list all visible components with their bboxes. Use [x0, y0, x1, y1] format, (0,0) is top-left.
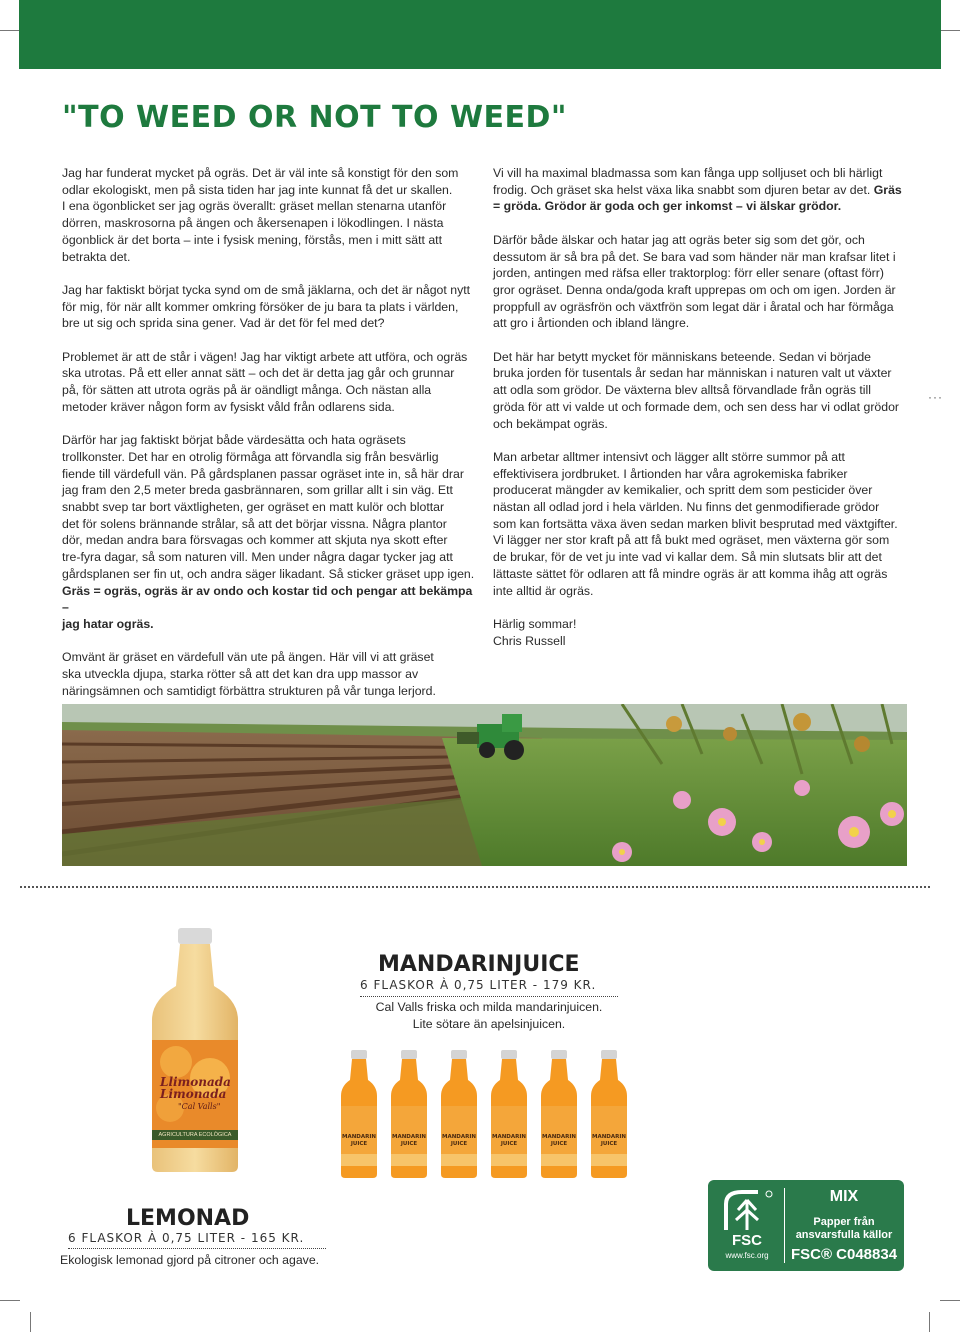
- article-paragraph: Därför både älskar och hatar jag att ogräs beter sig som det gör, och dessutom är så bra på det. Se bara vad som händer när man krafsar litet i jorden, antingen med räfsa eller traktorplog: förr eller senare (oftast förr) gror ogräset. Denna onda/goda kraft upprepas om och om igen. Jorden är proppfull av ogräsfrön och växtfrön som legat där i åratal och har förmåga att gro i årtionden och ibland längre.: [493, 232, 896, 331]
- fsc-license-code: FSC® C048834: [790, 1246, 898, 1263]
- article-paragraph: Därför har jag faktiskt börjat både värdesätta och hata ogräsets trollkonster. Det har en otrolig förmåga att förvandla sig från besvärlig fiende till värdefull vän. På gårdsplanen passar ogräset inte in, så här drar jag fram den 2,5 meter breda gasbrännaren, som grillar allt i sin väg. Ett snabbt svep tar bort växtligheten, ger ogräset en matt kulör och blottar det för solens brännande strålar, så att det börjar vissna. Några plantor dör, medan andra bara försvagas och kommer att skjuta nya skott efter tre-fyra dagar, så som naturen vill. Men under några dagar tycker jag att gårdsplanen ser fin ut, och andra säger likadant. Så sticker gräset upp igen.: [62, 433, 475, 581]
- lemonade-label-brand: "Cal Valls": [178, 1102, 221, 1111]
- crop-mark: [940, 1300, 960, 1301]
- article-headline: "TO WEED OR NOT TO WEED": [62, 100, 568, 135]
- article-bold-statement: [62, 583, 476, 633]
- fsc-mix-label: MIX: [829, 1188, 859, 1205]
- article-signoff: Härlig sommar! Chris Russell: [493, 616, 577, 648]
- article-paragraph: Man arbetar alltmer intensivt och lägger allt större summor på att effektivisera jordbruket. I årtionden har våra agrokemiska fabriker producerat mängder av kemikalier, och spritt dem som pesticider över nästan all odlad jord i hela världen. Nu finns det genmodifierade grödor som kan fortsätta växa även sedan marken blivit besprutad med växtgifter. Vi lägger ner stor kraft på att få bukt med ogräset, men växterna gör som de brukar, för de vet ju inte vad vi kallar dem. Så min slutsats blir att det lättaste sättet för odlaren att få mindre ogräs är att komma ihåg att ogräs inte alltid är ogräs.: [493, 449, 898, 598]
- mandarin-title: MANDARINJUICE: [378, 952, 580, 977]
- mandarin-bottle: [540, 1050, 578, 1178]
- mandarin-bottle-label: MANDARIN JUICE: [541, 1134, 577, 1147]
- lemonade-bottle: [150, 928, 240, 1172]
- fsc-divider: [784, 1188, 785, 1263]
- lemonade-description: Ekologisk lemonad gjord på citroner och agave.: [60, 1253, 320, 1267]
- bold-text: Gräs = ogräs, ogräs är av ondo och kostar tid och pengar att bekämpa – jag hatar ogräs.: [62, 583, 473, 631]
- mandarin-bottle: [440, 1050, 478, 1178]
- lemonade-label-title: Llimonada Limonada: [160, 1075, 231, 1101]
- mandarin-bottle: [590, 1050, 628, 1178]
- mandarin-description: Cal Valls friska och milda mandarinjuicen. Lite sötare än apelsinjuicen.: [375, 1000, 603, 1031]
- crop-mark: [940, 30, 960, 31]
- mandarin-bottle-label: MANDARIN JUICE: [341, 1134, 377, 1147]
- crop-mark: [30, 1312, 31, 1332]
- article-paragraph: [493, 165, 907, 215]
- header-band: [19, 0, 941, 69]
- fsc-subtitle: Papper från ansvarsfulla källor: [795, 1216, 893, 1241]
- mandarin-bottle-label: MANDARIN JUICE: [391, 1134, 427, 1147]
- mandarin-divider: [360, 996, 618, 997]
- crop-mark: [0, 30, 20, 31]
- article-paragraph: Jag har funderat mycket på ogräs. Det är väl inte så konstigt för den som odlar ekologiskt, men på sista tiden har jag inte kunnat få det ur skallen. I ena ögonblicket ser jag ogräs överallt: gräset mellan stenarna utanför dörren, maskrosorna på ängen och åkersenapen i lökodlingen. I nästa ögonblick är det borta – inte i fysisk mening, förstås, men i mitt sätt att betrakta det.: [62, 166, 459, 264]
- lemonade-divider: [68, 1248, 326, 1249]
- side-dots: ···: [928, 390, 943, 404]
- article-left-column: [62, 165, 476, 716]
- fsc-badge: [708, 1180, 904, 1271]
- mandarin-bottle-label: MANDARIN JUICE: [491, 1134, 527, 1147]
- field-photo: [62, 704, 907, 866]
- mandarin-bottle-label: MANDARIN JUICE: [441, 1134, 477, 1147]
- article-paragraph: Problemet är att de står i vägen! Jag har viktigt arbete att utföra, och ogräs ska utrotas. På ett eller annat sätt – och det är detta jag går och grunnar på, för sätten att utrota ogräs på är oändligt många. Och nästan alla metoder kräver någon form av fysiskt våld från odlarens sida.: [62, 349, 468, 414]
- section-divider: [20, 886, 930, 888]
- mandarin-price: 6 FLASKOR À 0,75 LITER - 179 KR.: [360, 978, 597, 992]
- article-right-column: [493, 165, 907, 666]
- lemonade-title: LEMONAD: [126, 1206, 250, 1231]
- lemonade-price: 6 FLASKOR À 0,75 LITER - 165 KR.: [68, 1231, 305, 1245]
- fsc-url: www.fsc.org: [725, 1251, 769, 1260]
- mandarin-bottles: [340, 1050, 630, 1178]
- crop-mark: [0, 1300, 20, 1301]
- mandarin-bottle: [390, 1050, 428, 1178]
- mandarin-bottle-label: MANDARIN JUICE: [591, 1134, 627, 1147]
- bold-text: Gräs = gröda. Grödor är goda och ger inkomst – vi älskar grödor.: [493, 182, 902, 214]
- fsc-logo-text: FSC: [732, 1232, 762, 1249]
- lemonade-label-band: AGRICULTURA ECOLÒGICA: [152, 1130, 238, 1140]
- mandarin-bottle: [490, 1050, 528, 1178]
- article-paragraph: Det här har betytt mycket för människans beteende. Sedan vi började bruka jorden för tusentals år sedan har människan i naturen valt ut växter att odla som grödor. De växterna blev alltså förvandlade från ogräs till gröda för att vi valde ut och formade dem, och sen dess har vi odlat grödor och bekämpat ogräs.: [493, 349, 900, 431]
- crop-mark: [929, 1312, 930, 1332]
- mandarin-bottle: [340, 1050, 378, 1178]
- paragraph-text: Vi vill ha maximal bladmassa som kan fånga upp solljuset och bli härligt frodig. Och gräset ska helst växa lika snabbt som djuren betar av det.: [493, 166, 883, 197]
- article-paragraph: Omvänt är gräset en värdefull vän ute på ängen. Här vill vi att gräset ska utveckla djupa, starka rötter så att det kan dra upp massor av näringsämnen och samtidigt förbättra strukturen på vår tunga lerjord.: [62, 650, 436, 698]
- article-paragraph: Jag har faktiskt börjat tycka synd om de små jäklarna, och det är något nytt för mig, för när allt kommer omkring försöker de ju bara ta plats i världen, bre ut sig och sprida sina gener. Vad är det för fel med det?: [62, 282, 471, 331]
